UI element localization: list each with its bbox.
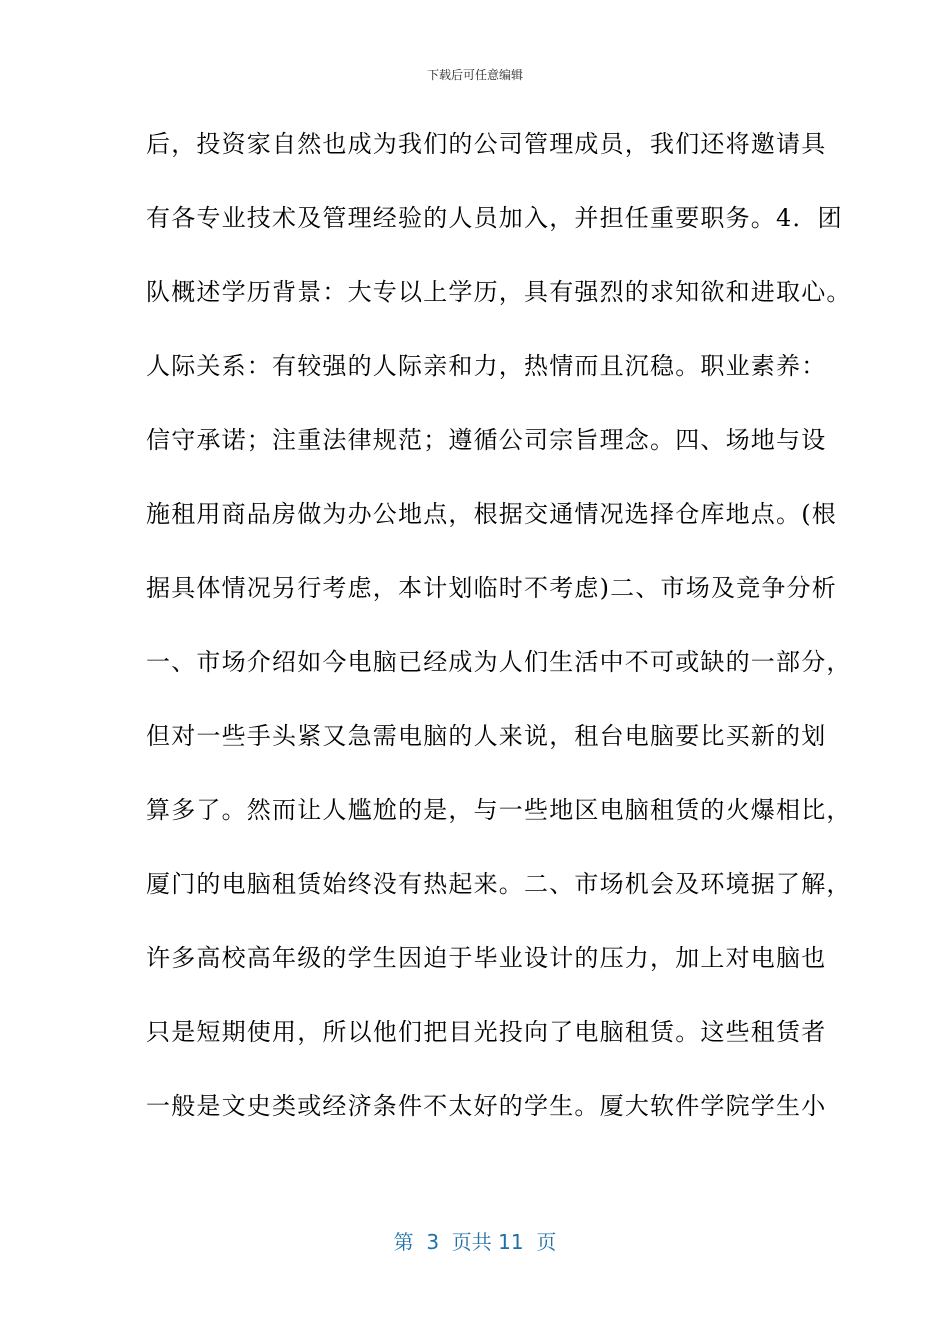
text-line: 据具体情况另行考虑，本计划临时不考虑)二、市场及竞争分析 [146,574,837,602]
text-line: 后，投资家自然也成为我们的公司管理成员，我们还将邀请具 [146,130,827,158]
document-body [146,122,852,1158]
text-line: 一、市场介绍如今电脑已经成为人们生活中不可或缺的一部分， [146,648,852,676]
text-line: 施租用商品房做为办公地点，根据交通情况选择仓库地点。(根 [146,500,837,528]
text-line: 许多高校高年级的学生因迫于毕业设计的压力，加上对电脑也 [146,944,827,972]
text-line: 队概述学历背景：大专以上学历，具有强烈的求知欲和进取心。 [146,278,852,306]
text-line: 有各专业技术及管理经验的人员加入，并担任重要职务。4．团 [146,204,843,232]
text-line: 厦门的电脑租赁始终没有热起来。二、市场机会及环境据了解， [146,870,852,898]
text-line: 但对一些手头紧又急需电脑的人来说，租台电脑要比买新的划 [146,722,827,750]
text-line: 人际关系：有较强的人际亲和力，热情而且沉稳。职业素养： [146,352,827,380]
header-note: 下载后可任意编辑 [426,68,523,82]
page-number-footer: 第 3 页共 11 页 [393,1230,557,1254]
text-line: 算多了。然而让人尴尬的是，与一些地区电脑租赁的火爆相比， [146,796,852,824]
text-line: 只是短期使用，所以他们把目光投向了电脑租赁。这些租赁者 [146,1018,827,1046]
text-line: 一般是文史类或经济条件不太好的学生。厦大软件学院学生小 [146,1092,827,1120]
text-line: 信守承诺；注重法律规范；遵循公司宗旨理念。四、场地与设 [146,426,827,454]
